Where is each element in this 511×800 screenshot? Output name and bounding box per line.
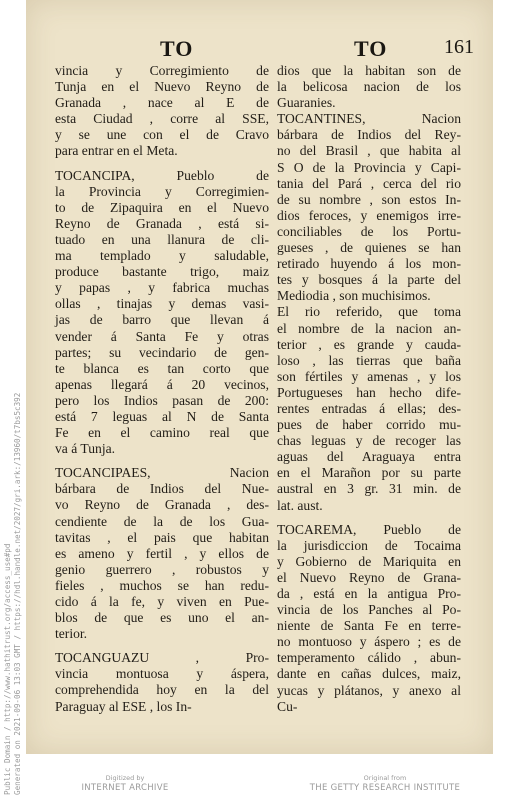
text-line: está 7 leguas al N de Santa: [55, 408, 269, 424]
text-line: el nombre de la nacion an-: [277, 320, 461, 336]
running-header-right: TO: [354, 36, 388, 61]
text-line: vincia de los Panches al Po-: [277, 602, 461, 618]
text-line: partes; su vecindario de gen-: [55, 344, 269, 360]
text-line: lat. aust.: [277, 497, 323, 513]
text-line: TOCAREMA, Pueblo de: [277, 521, 461, 537]
text-line: Tunja en el Nuevo Reyno de: [55, 79, 269, 95]
text-line: bárbara de Indios del Nue-: [55, 481, 269, 497]
text-line: genio guerrero , robustos y: [55, 561, 269, 577]
text-line: la jurisdiccion de Tocaima: [277, 537, 461, 553]
text-line: comprehendida hoy en la del: [55, 682, 269, 698]
running-header-left: TO: [160, 36, 194, 61]
text-line: en el Marañon por su parte: [277, 465, 461, 481]
text-line: dios feroces, y enemigos irre-: [277, 207, 461, 223]
text-line: Mediodia , son muchisimos.: [277, 288, 431, 304]
text-line: loso , las tierras que baña: [277, 352, 461, 368]
text-line: cendiente de la de los Gua-: [55, 513, 269, 529]
internet-archive-label: INTERNET ARCHIVE: [81, 783, 169, 793]
text-line: TOCANCIPA, Pueblo de: [55, 167, 269, 183]
text-line: Guaranies.: [277, 95, 336, 111]
text-line: Cu-: [277, 698, 298, 714]
text-line: dios que la habitan son de: [277, 63, 461, 78]
text-line: esta Ciudad , corre al SSE,: [55, 111, 269, 127]
text-line: Reyno de Granada , está si-: [55, 215, 269, 231]
text-line: pero los Indios pasan de 200:: [55, 392, 269, 408]
text-line: cido á la fe, y viven en Pue-: [55, 594, 269, 609]
text-line: temperamento cálido , abun-: [277, 650, 461, 666]
getty-institute-label: THE GETTY RESEARCH INSTITUTE: [309, 783, 461, 793]
paragraph-gap: [55, 642, 269, 650]
page-number: 161: [444, 36, 474, 58]
hathitrust-generation-note: [0, 0, 26, 800]
text-line: yucas y plátanos, y anexo al: [277, 682, 461, 698]
text-line: no montuoso y áspero ; es de: [277, 634, 461, 650]
text-line: produce bastante trigo, maiz: [55, 264, 269, 280]
digitized-by-label: Digitized by: [105, 774, 145, 782]
paragraph-gap: [55, 160, 269, 168]
text-line: austral en 3 gr. 31 min. de: [277, 481, 461, 497]
text-line: El rio referido, que toma: [277, 304, 461, 320]
text-line: bárbara de Indios del Rey-: [277, 127, 461, 143]
text-line: ollas , tinajas y demas vasi-: [55, 296, 269, 312]
text-line: pues de haber corrido mu-: [277, 417, 461, 433]
text-line: conciliables de los Portu-: [277, 223, 461, 239]
paragraph-gap: [277, 514, 461, 522]
text-line: tuado en una llanura de cli-: [55, 231, 269, 247]
original-from-credit: [300, 774, 470, 794]
text-line: to de Zipaquira en el Nuevo: [55, 199, 269, 215]
text-line: dante en cañas dulces, maiz,: [277, 666, 461, 682]
text-line: vincia montuosa y áspera,: [55, 666, 269, 682]
text-line: vo Reyno de Granada , des-: [55, 497, 269, 513]
text-line: Fe en el camino real que: [55, 425, 269, 441]
text-line: para entrar en el Meta.: [55, 143, 178, 159]
text-line: terior , es grande y cauda-: [277, 336, 461, 352]
text-line: aguas del Araguaya entra: [277, 449, 461, 465]
text-line: y Gobierno de Mariquita en: [277, 553, 461, 569]
text-line: tania del Pará , cerca del rio: [277, 175, 461, 191]
text-line: terior.: [55, 626, 88, 642]
text-line: te blanca es tan corto que: [55, 360, 269, 376]
text-line: jas de barro que llevan á: [55, 312, 269, 328]
text-line: son fértiles y amenas , y los: [277, 368, 461, 384]
text-line: niente de Santa Fe en terre-: [277, 618, 461, 634]
generation-note-line-1: Generated on 2021-09-06 13:03 GMT / https://hdl.handle.net/2027/gri.ark:/13960/t7bs5c392: [13, 392, 22, 795]
text-line: la belicosa nacion de los: [277, 79, 461, 95]
text-line: rentes entradas á ellas; des-: [277, 400, 461, 416]
generation-note-line-2: Public Domain / http://www.hathitrust.org/access_use#pd: [3, 543, 12, 795]
text-line: ma templado y saludable,: [55, 248, 269, 264]
original-from-label: Original from: [363, 774, 407, 782]
text-line: fieles , muchos se han redu-: [55, 577, 269, 593]
text-line: TOCANGUAZU , Pro-: [55, 650, 269, 666]
text-line: Portugueses han hecho dife-: [277, 384, 461, 400]
text-line: Granada , nace al E de: [55, 95, 269, 111]
text-line: TOCANTINES, Nacion: [277, 111, 461, 127]
text-line: va á Tunja.: [55, 441, 116, 457]
text-line: de su nombre , son estos In-: [277, 191, 461, 207]
text-line: S O de la Provincia y Capi-: [277, 159, 461, 175]
text-line: TOCANCIPAES, Nacion: [55, 465, 269, 481]
text-line: tavitas , el pais que habitan: [55, 529, 269, 545]
text-line: vender á Santa Fe y otras: [55, 328, 269, 344]
text-line: el Nuevo Reyno de Grana-: [277, 569, 461, 585]
right-text-column: [277, 63, 461, 715]
text-line: gueses , de quienes se han: [277, 240, 461, 256]
text-line: retirado huyendo á los mon-: [277, 256, 461, 272]
text-line: la Provincia y Corregimien-: [55, 183, 269, 199]
text-line: Paraguay al ESE , los In-: [55, 698, 192, 714]
text-line: no del Brasil , que habita al: [277, 143, 461, 159]
text-line: da , está en la antigua Pro-: [277, 586, 461, 601]
text-line: tes y bosques á la parte del: [277, 272, 461, 288]
text-line: chas leguas y de recoger las: [277, 433, 461, 449]
left-text-column: [55, 63, 269, 715]
paragraph-gap: [55, 457, 269, 465]
text-line: apenas llegará á 20 vecinos,: [55, 376, 269, 392]
text-line: y se une con el de Cravo: [55, 127, 269, 143]
text-line: es ameno y fertil , y ellos de: [55, 545, 269, 561]
text-line: vincia y Corregimiento de: [55, 63, 269, 78]
digitized-by-credit: [60, 774, 190, 794]
text-line: blos de que es uno el an-: [55, 610, 269, 626]
text-line: y papas , y fabrica muchas: [55, 280, 269, 296]
